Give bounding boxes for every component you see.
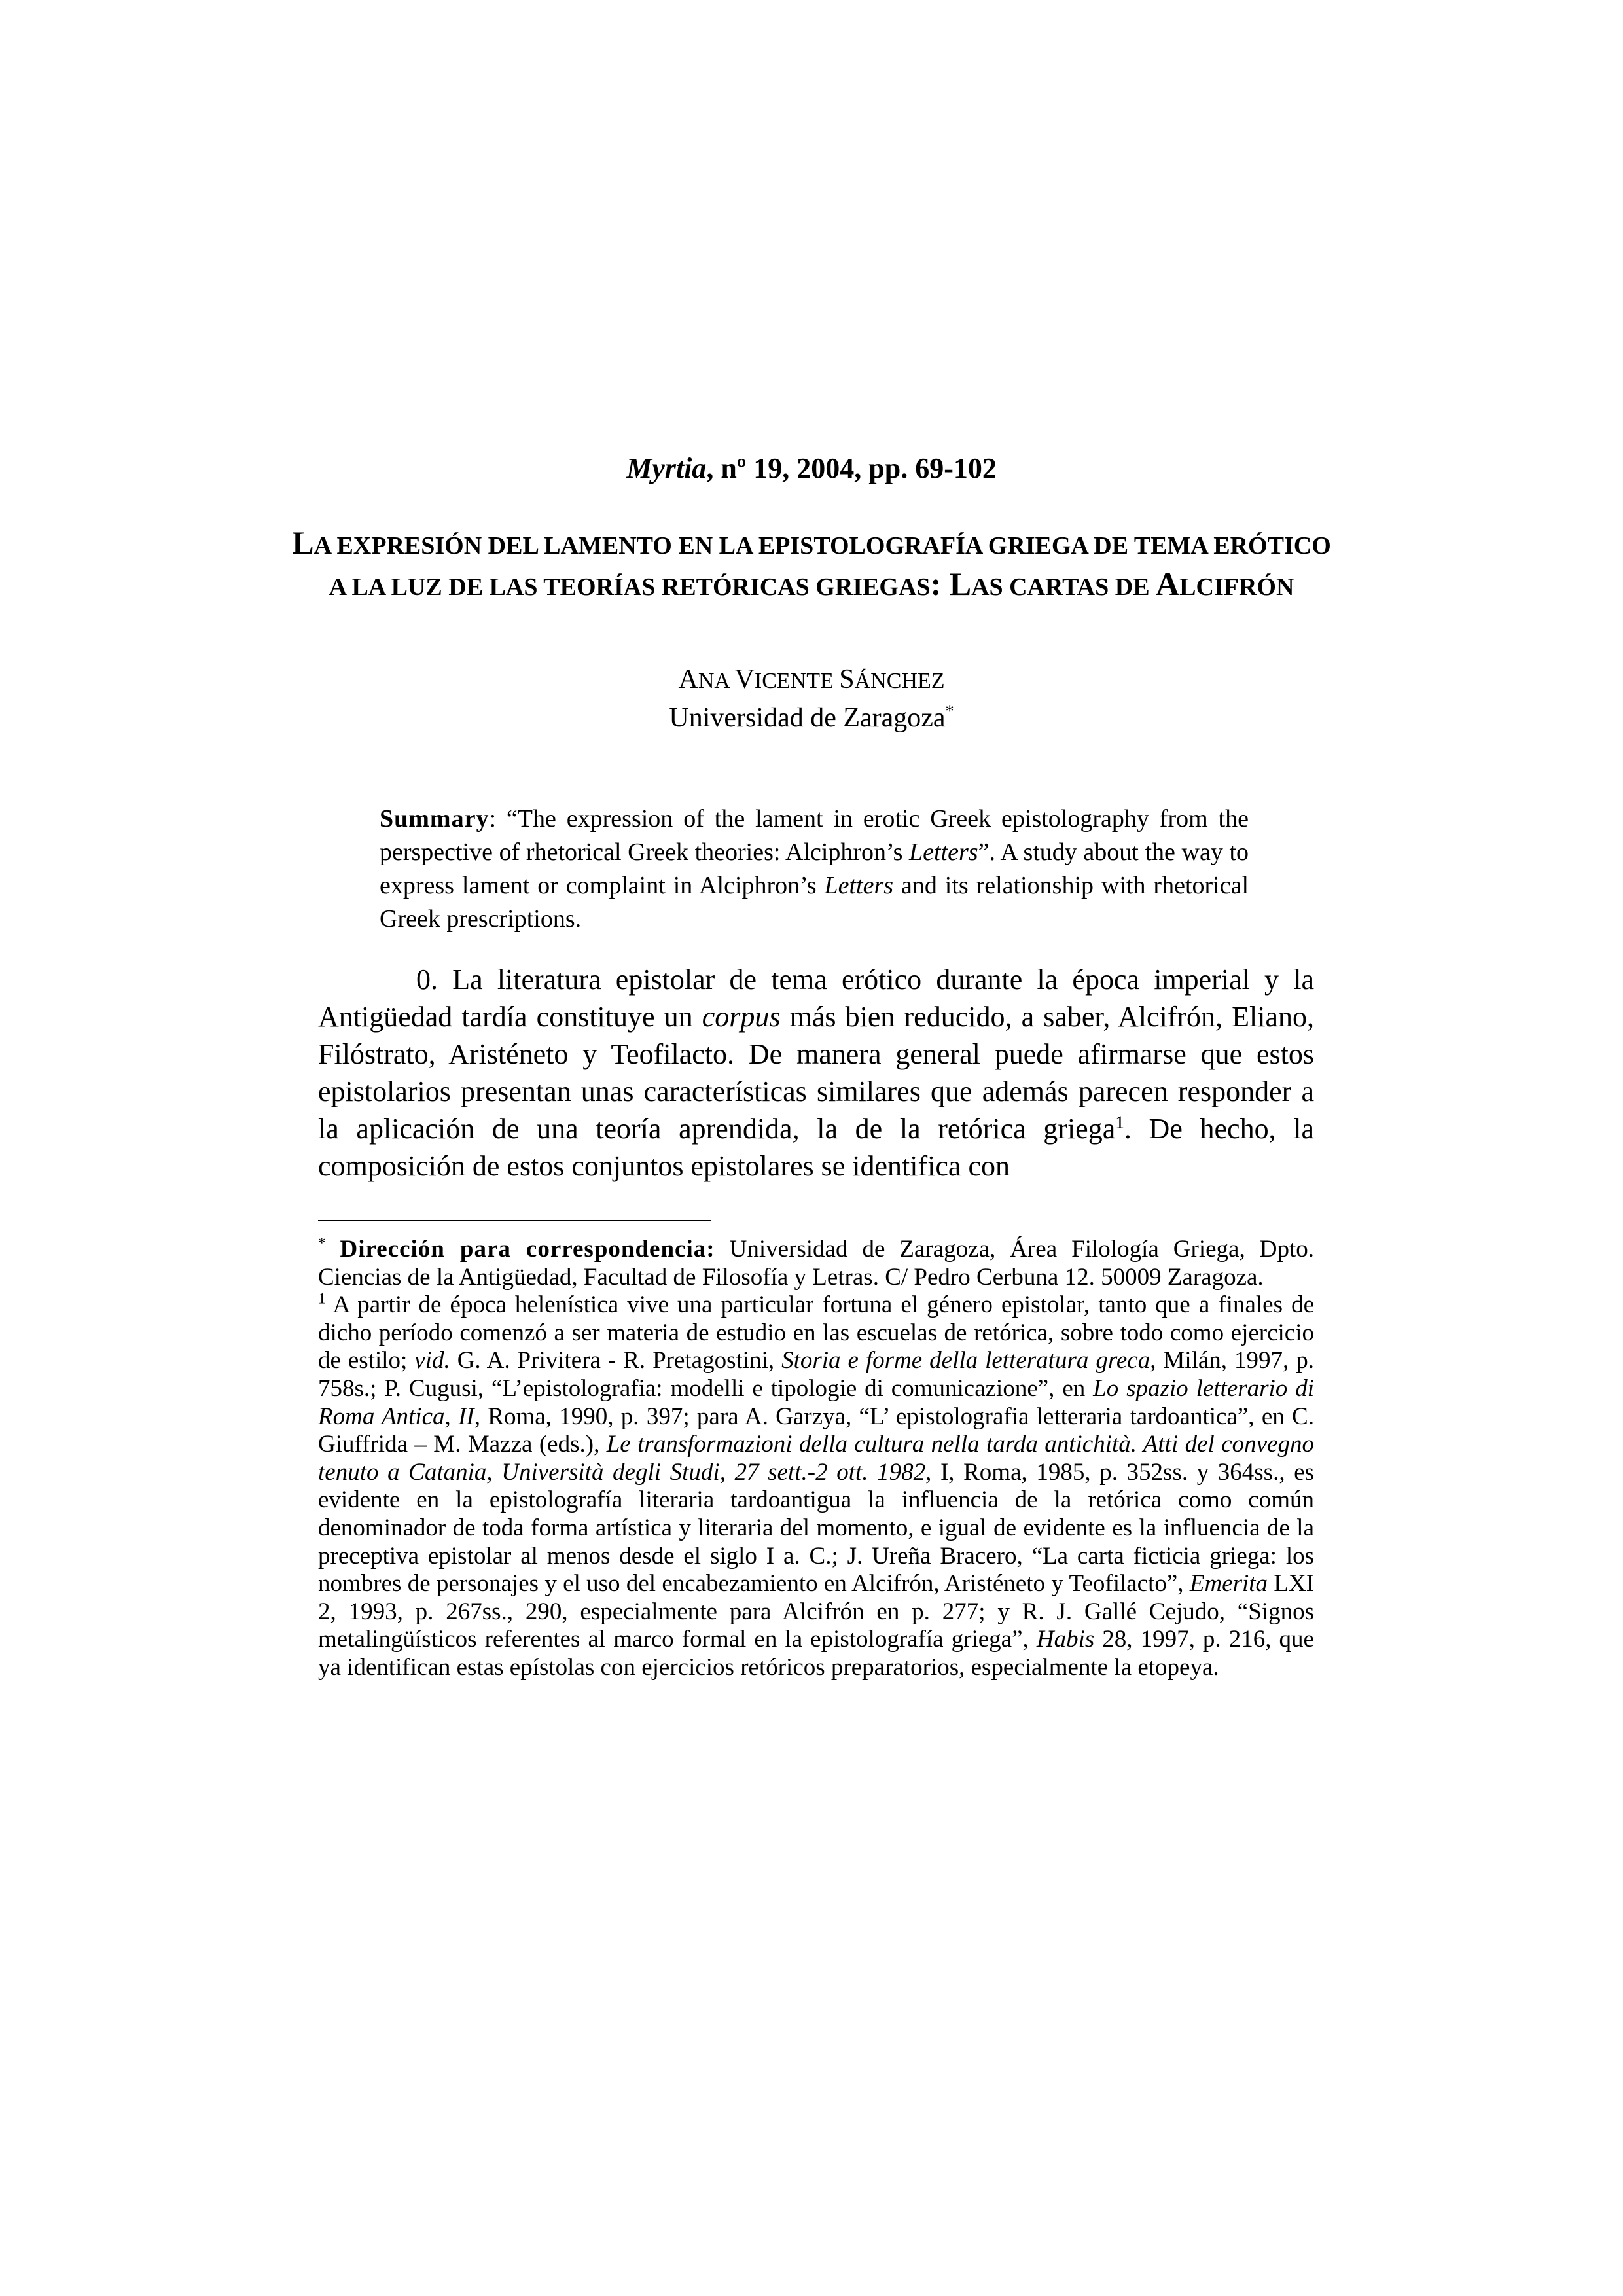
summary-label: Summary — [380, 805, 490, 833]
article-title — [288, 524, 1335, 606]
affiliation-text: Universidad de Zaragoza — [669, 703, 946, 733]
text-run: , Roma, 1990, p. 397; para A. Garzya, “L’ epistolografia letteraria tardoantica”, en C. Giuffrida – M. Mazza (eds.), — [318, 1403, 1314, 1458]
author-affiliation — [0, 700, 1623, 736]
text-run: : L — [930, 565, 972, 602]
text-run: LXI 2, 1993, p. 267ss., 290, especialmente para Alcifrón en p. 277; y R. J. Gallé Cejudo, “Signos metalingüísticos referentes al marco formal en la epistolografía griega”, — [318, 1570, 1314, 1653]
text-run: A partir de época helenística vive una particular fortuna el género epistolar, tanto que a finales de dicho período comenzó a ser materia de estudio en las escuelas de retórica, sobre todo como ejercicio de estilo; — [318, 1291, 1314, 1374]
text-run: G. A. Privitera - R. Pretagostini, — [450, 1347, 782, 1374]
summary — [380, 802, 1249, 936]
text-run: , Milán, 1997, p. 758s.; P. Cugusi, “L’epistolografia: modelli e tipologie di comunicazione”, en — [318, 1347, 1314, 1402]
text-run: Emerita — [1189, 1570, 1268, 1598]
text-run: NA — [698, 669, 735, 693]
body-text — [318, 961, 1314, 1185]
text-run: Le transformazioni della cultura nella tarda antichità. Atti del convegno tenuto a Catania, Università degli Studi, 27 sett.-2 ott. 1982 — [318, 1431, 1314, 1486]
journal-issue: , nº 19, 2004, pp. 69-102 — [706, 452, 997, 484]
footnotes — [318, 1236, 1314, 1682]
footnote-mark: 1 — [318, 1290, 326, 1307]
footnote-separator — [318, 1220, 711, 1221]
text-run: Habis — [1036, 1626, 1095, 1653]
text-run: A EXPRESIÓN DEL LAMENTO EN LA EPISTOLOGRAFÍA GRIEGA DE TEMA ERÓTICO A LA LUZ DE LAS TEORÍAS RETÓRICAS GRIEGAS — [313, 532, 1331, 601]
text-run: LCIFRÓN — [1179, 573, 1294, 601]
text-run: Dirección para correspondencia: — [340, 1236, 715, 1263]
text-run: , I, Roma, 1985, p. 352ss. y 364ss., es evidente en la epistolografía literaria tardoantigua la influencia de la retórica como común denominador de toda forma artística y literaria del momento, e igual de evidente es la influencia de la preceptiva epistolar al menos desde el siglo I a. C.; J. Ureña Bracero, “La carta ficticia griega: los nombres de personajes y el uso del encabezamiento en Alcifrón, Aristéneto y Teofilacto”, — [318, 1458, 1315, 1598]
text-run: Storia e forme della letteratura greca — [781, 1347, 1150, 1374]
text-run: vid. — [414, 1347, 450, 1374]
text-run: ÁNCHEZ — [854, 669, 945, 693]
author-block — [0, 661, 1623, 736]
text-run: Letters — [824, 872, 894, 899]
text-run: . De hecho, la composición de estos conjuntos epistolares se identifica con — [318, 1113, 1314, 1182]
footnote-mark: * — [318, 1234, 326, 1251]
footnote — [318, 1236, 1314, 1291]
text-run: V — [734, 664, 755, 694]
summary-text — [380, 805, 1249, 933]
footnote-ref: 1 — [1115, 1112, 1124, 1132]
text-run: Lo spazio letterario di Roma Antica, II — [318, 1374, 1315, 1430]
text-run: A — [1156, 565, 1180, 602]
text-run — [325, 1236, 340, 1263]
text-run: ”. A study about the way to express lament or complaint in Alciphron’s — [380, 838, 1249, 899]
text-run: 28, 1997, p. 216, que ya identifican estas epístolas con ejercicios retóricos preparatorios, especialmente la etopeya. — [318, 1626, 1314, 1681]
journal-name: Myrtia — [626, 452, 707, 484]
text-run: más bien reducido, a saber, Alcifrón, Eliano, Filóstrato, Aristéneto y Teofilacto. De manera general puede afirmarse que estos epistolarios presentan unas características similares que además parecen responder a la aplicación de una teoría aprendida, la de la retórica griega — [318, 1001, 1314, 1145]
footnote — [318, 1291, 1314, 1681]
text-run: S — [839, 664, 855, 694]
text-run: AS CARTAS DE — [971, 573, 1156, 601]
text-run: Universidad de Zaragoza, Área Filología Griega, Dpto. Ciencias de la Antigüedad, Facultad de Filosofía y Letras. C/ Pedro Cerbuna 12. 50009 Zaragoza. — [318, 1236, 1314, 1291]
text-run: A — [678, 664, 698, 694]
author-name — [0, 661, 1623, 700]
text-run: corpus — [702, 1001, 781, 1033]
text-run: 0. La literatura epistolar de tema erótico durante la época imperial y la Antigüedad tardía constituye un — [318, 963, 1314, 1033]
text-run: : “The expression of the lament in erotic Greek epistolography from the perspective of rhetorical Greek theories: Alciphron’s — [380, 805, 1249, 866]
text-run: L — [292, 524, 314, 561]
affiliation-footnote-mark: * — [945, 702, 954, 721]
text-run: and its relationship with rhetorical Greek prescriptions. — [380, 872, 1249, 933]
text-run: ICENTE — [754, 669, 840, 693]
journal-citation — [0, 452, 1623, 485]
text-run: Letters — [909, 838, 978, 866]
body-paragraph — [318, 961, 1314, 1185]
